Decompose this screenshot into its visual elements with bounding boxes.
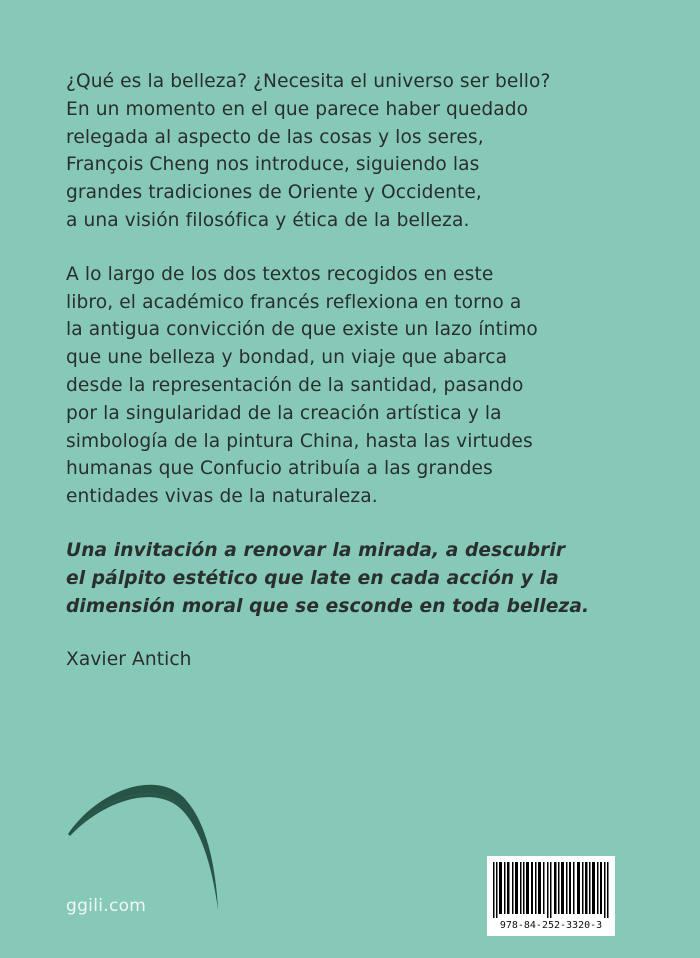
text-line: el pálpito estético que late en cada acción y la [66,567,559,589]
text-line: En un momento en el que parece haber quedado [66,98,529,120]
text-line: grandes tradiciones de Oriente y Occidente, [66,182,482,204]
text-line: la antigua convicción de que existe un lazo íntimo [66,319,538,341]
isbn-number: 978-84-252-3320-3 [499,920,603,931]
barcode-icon [493,862,609,918]
text-line: que une belleza y bondad, un viaje que abarca [66,347,508,369]
text-line: a una visión filosófica y ética de la belleza. [66,209,470,231]
text-line: dimensión moral que se esconde en toda belleza. [66,595,590,617]
paragraph-body [66,261,646,511]
text-line: por la singularidad de la creación artística y la [66,402,502,424]
text-line: simbología de la pintura China, hasta las virtudes [66,430,533,452]
paragraph-intro [66,68,646,235]
blurb-text [66,68,646,674]
text-line: desde la representación de la santidad, pasando [66,374,524,396]
text-line: François Cheng nos introduce, siguiendo las [66,154,480,176]
text-line: ¿Qué es la belleza? ¿Necesita el universo ser bello? [66,71,551,92]
text-line: humanas que Confucio atribuía a las grandes [66,458,493,480]
publisher-website: ggili.com [66,896,147,916]
text-line: entidades vivas de la naturaleza. [66,486,378,508]
text-line: Una invitación a renovar la mirada, a descubrir [66,539,566,561]
text-line: relegada al aspecto de las cosas y los seres, [66,126,484,148]
barcode [487,856,615,936]
text-line: A lo largo de los dos textos recogidos en este [66,263,494,285]
text-line: libro, el académico francés reflexiona en torno a [66,291,522,313]
quote-paragraph [66,537,646,620]
quote-author: Xavier Antich [66,649,192,671]
